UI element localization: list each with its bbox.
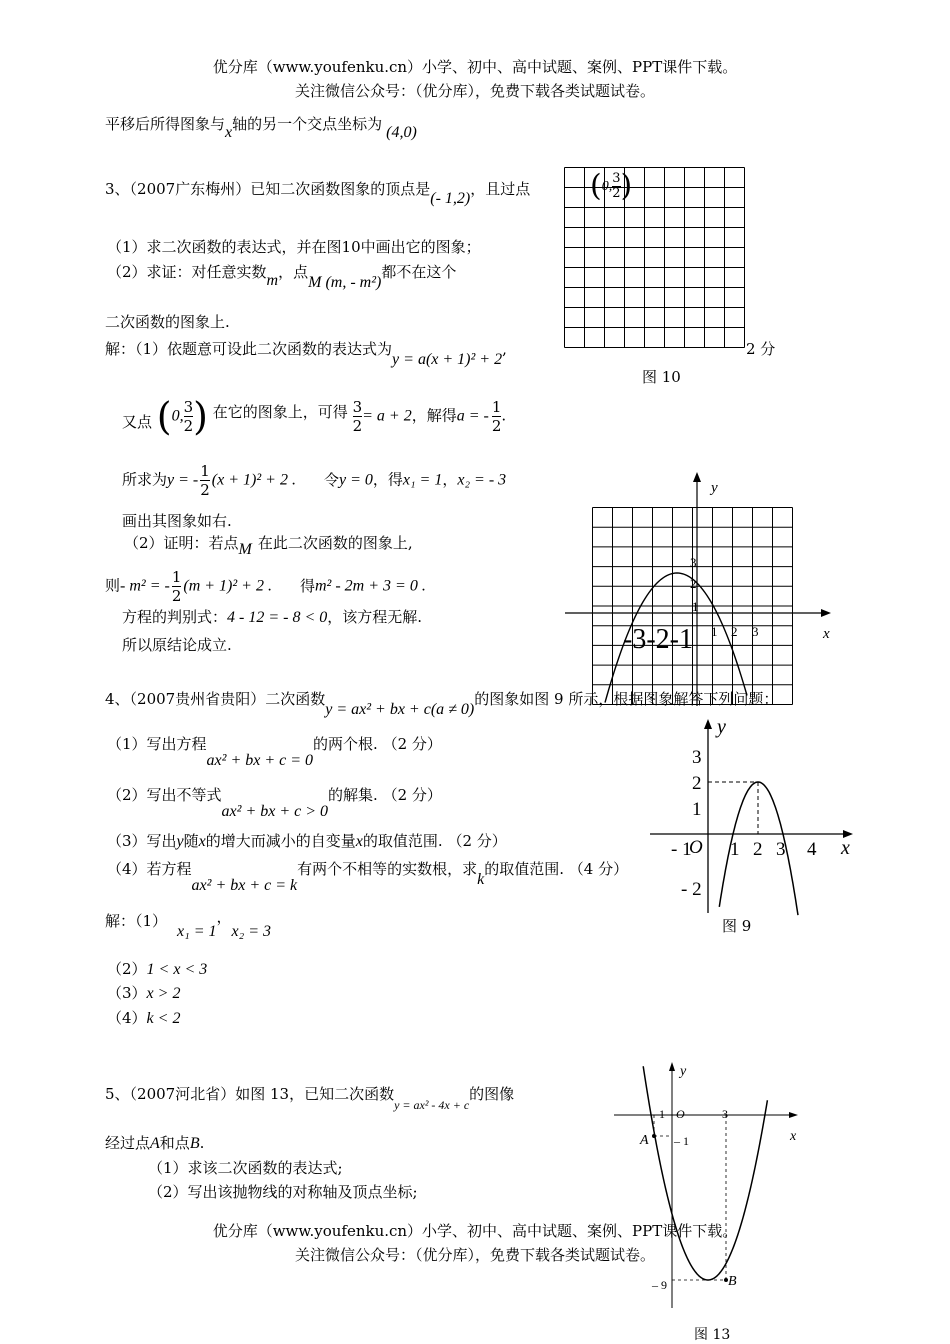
q4-heading: 4、（2007贵州省贵阳）二次函数y = ax² + bx + c(a ≠ 0)的图象如图 9 所示，根据图象解答下列问题： (105, 690, 779, 718)
fig9-tick-y1: 1 (692, 799, 702, 820)
fig9-tick-y2: 2 (692, 773, 702, 794)
q3-sub2: （2）求证：对任意实数m，点M (m, - m²)都不在这个 (107, 263, 457, 291)
header-line-1: 优分库（www.youfenku.cn）小学、初中、高中试题、案例、PPT课件下载。 (212, 58, 738, 76)
fig13-point-A-label: A (640, 1133, 649, 1148)
figure-10-grid (564, 167, 746, 348)
q3-solution-8: 所以原结论成立. (122, 636, 232, 654)
header-line-2: 关注微信公众号：（优分库），免费下载各类试题试卷。 (294, 82, 655, 100)
figure-13-caption: 图 13 (694, 1327, 731, 1343)
fig13-point-B (724, 1278, 728, 1282)
fig2-tick-x1: 1 (711, 624, 718, 639)
fig13-origin: O (676, 1107, 685, 1121)
fig9-tick-x-neg1: - 1 (671, 839, 692, 860)
fig9-x-label: x (841, 837, 850, 859)
q3-point: (0, $\frac{3}{2}$ ) (590, 168, 633, 204)
fig13-y-label: y (680, 1064, 687, 1079)
fig2-tick-x2: 2 (731, 624, 738, 639)
q5-sub2: （2）写出该抛物线的对称轴及顶点坐标; (148, 1183, 418, 1201)
q3-solution-7: 方程的判别式：4 - 12 = - 8 < 0，该方程无解. (122, 608, 423, 626)
figure-13 (612, 1058, 802, 1318)
fig13-tick-3: 3 (722, 1107, 728, 1121)
q3-heading: 3、（2007广东梅州）已知二次函数图象的顶点是(- 1,2)，且过点 (105, 180, 531, 207)
fig2-neg-ticks: -3-2-1 (623, 624, 693, 655)
q3-solution-1: 解：（1）依题意可设此二次函数的表达式为y = a(x + 1)² + 2, (105, 340, 507, 368)
footer-line-2: 关注微信公众号：（优分库），免费下载各类试题试卷。 (294, 1246, 655, 1264)
fig13-tick-y-neg1: – 1 (674, 1134, 689, 1148)
figure-10-caption: 图 10 (642, 368, 681, 386)
fig9-tick-y3: 3 (692, 747, 702, 768)
q5-line-2: 经过点A和点B. (105, 1134, 205, 1152)
fig13-tick-neg1: - 1 (652, 1107, 665, 1121)
figure-9-caption: 图 9 (722, 917, 752, 935)
fig2-tick-y1: 1 (692, 599, 699, 614)
fig2-tick-y2: 2 (690, 576, 697, 591)
fig2-x-label: x (823, 626, 830, 642)
fig13-point-B-label: B (728, 1274, 737, 1289)
q4-sub2: （2）写出不等式ax² + bx + c > 0的解集. （2 分） (107, 786, 442, 820)
q4-answer-1: 解：（1）x₁ = 1，x₂ = 3 (105, 908, 271, 940)
q4-answer-4: （4）k < 2 (107, 1009, 181, 1027)
q3-solution-6: 则- m² = - $\frac{1}{2}$ (m + 1)² + 2 . 得m² - 2m + 3 = 0 . (105, 568, 426, 605)
q3-solution-4: 画出其图象如右. (122, 512, 232, 530)
intro-line: 平移后所得图象与x轴的另一个交点坐标为 (4,0) (105, 115, 417, 141)
q3-solution-2: 又点 (0, $\frac{3}{2}$ ) 在它的图象上，可得 $\frac{3}{2}$ = a + 2，解得a = - $\frac{1}{2}$ . (122, 394, 507, 439)
fig2-tick-x3: 3 (752, 624, 759, 639)
fig9-tick-x2: 2 (753, 839, 763, 860)
figure-9 (645, 715, 855, 915)
q3-solution-5: （2）证明：若点M 在此二次函数的图象上, (124, 534, 413, 558)
q3-score: 2 分 (746, 340, 776, 358)
fig9-tick-y-neg2: - 2 (681, 879, 702, 900)
fig13-tick-y-neg9: – 9 (652, 1278, 667, 1292)
fig9-origin: O (689, 837, 703, 858)
figure-parabola-grid (565, 470, 835, 710)
q4-answer-3: （3）x > 2 (107, 984, 181, 1002)
q4-answer-2: （2）1 < x < 3 (107, 960, 208, 978)
q5-heading: 5、（2007河北省）如图 13，已知二次函数$_{y = ax^2 - 4x + c}$的图像 (105, 1085, 515, 1112)
fig9-tick-x1: 1 (730, 839, 740, 860)
fig13-x-label: x (790, 1129, 797, 1144)
fig9-tick-x4: 4 (807, 839, 817, 860)
q3-sub1: （1）求二次函数的表达式，并在图10中画出它的图象； (107, 238, 481, 256)
q5-sub1: （1）求该二次函数的表达式; (148, 1159, 343, 1177)
footer-line-1: 优分库（www.youfenku.cn）小学、初中、高中试题、案例、PPT课件下载。 (212, 1222, 738, 1240)
fig2-y-label: y (711, 480, 718, 496)
q3-solution-3: 所求为y = - $\frac{1}{2}$ (x + 1)² + 2 . 令y = 0，得x₁ = 1，x₂ = - 3 (122, 462, 507, 499)
fig9-y-label: y (717, 716, 726, 738)
fig2-tick-y3: 3 (690, 555, 697, 570)
q4-sub1: （1）写出方程ax² + bx + c = 0的两个根. （2 分） (107, 735, 442, 769)
q4-sub4: （4）若方程ax² + bx + c = k有两个不相等的实数根，求k的取值范围. （4 分） (107, 860, 629, 894)
fig9-tick-x3: 3 (776, 839, 786, 860)
q4-sub3: （3）写出y随x的增大而减小的自变量x的取值范围. （2 分） (107, 832, 507, 850)
q3-sub2-cont: 二次函数的图象上. (105, 313, 230, 331)
